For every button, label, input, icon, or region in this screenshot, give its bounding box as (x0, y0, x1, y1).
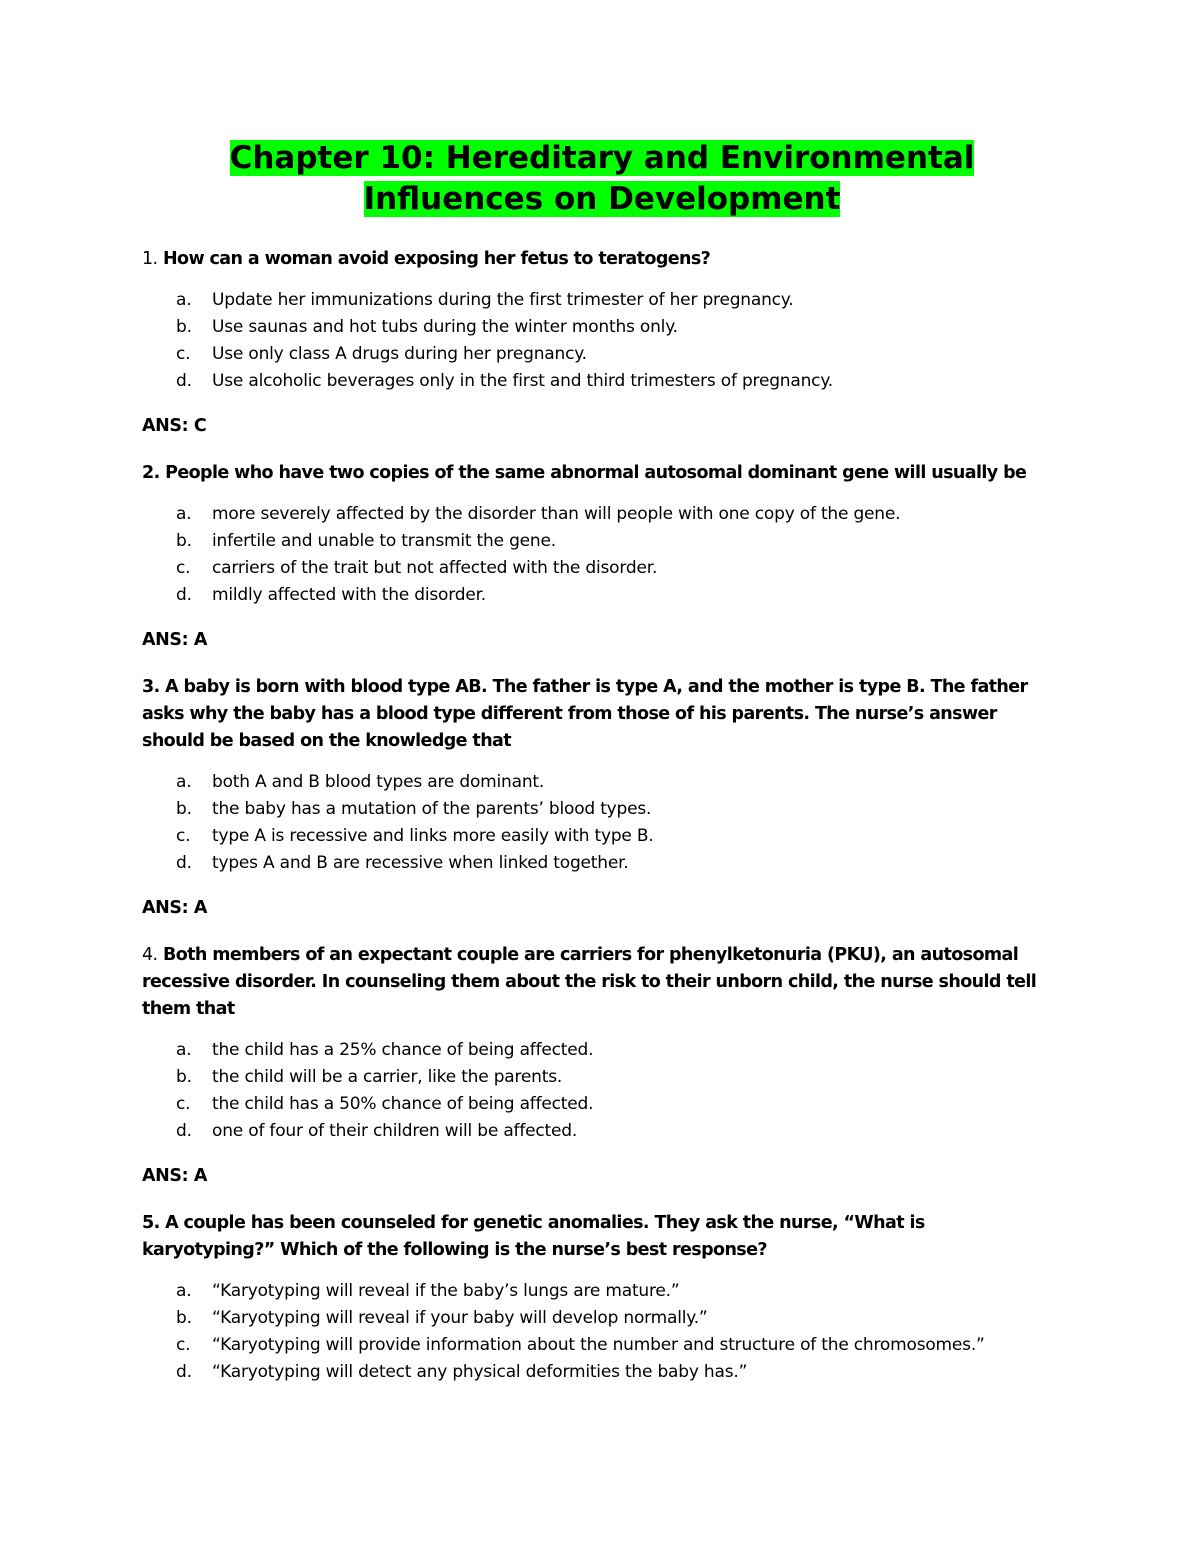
option-list (142, 1278, 1062, 1386)
option-text: Update her immunizations during the first trimester of her pregnancy. (212, 290, 794, 310)
question-text: How can a woman avoid exposing her fetus to teratogens? (163, 249, 711, 269)
option-list (142, 501, 1062, 609)
option-letter: b. (176, 1308, 192, 1328)
option-text: the baby has a mutation of the parents’ blood types. (212, 799, 652, 819)
option-letter: c. (176, 1335, 191, 1355)
option-d (142, 368, 1062, 395)
option-letter: b. (176, 1067, 192, 1087)
option-text: more severely affected by the disorder than will people with one copy of the gene. (212, 504, 901, 524)
answer-key: ANS: A (142, 1166, 208, 1186)
option-d (142, 582, 1062, 609)
option-text: Use alcoholic beverages only in the first and third trimesters of pregnancy. (212, 371, 833, 391)
option-letter: d. (176, 853, 192, 873)
option-a (142, 1278, 1062, 1305)
option-b (142, 796, 1062, 823)
option-c (142, 555, 1062, 582)
option-text: Use only class A drugs during her pregnancy. (212, 344, 587, 364)
question-stem (142, 246, 1062, 273)
question-text: People who have two copies of the same abnormal autosomal dominant gene will usually be (165, 463, 1027, 483)
option-letter: c. (176, 826, 191, 846)
question-number: 4. (142, 945, 158, 965)
option-letter: b. (176, 531, 192, 551)
answer-key: ANS: A (142, 898, 208, 918)
option-text: “Karyotyping will detect any physical deformities the baby has.” (212, 1362, 748, 1382)
question-5 (142, 1210, 1062, 1386)
option-text: the child will be a carrier, like the parents. (212, 1067, 563, 1087)
question-number: 3. (142, 677, 160, 697)
option-letter: b. (176, 317, 192, 337)
question-number: 5. (142, 1213, 160, 1233)
option-text: “Karyotyping will reveal if the baby’s lungs are mature.” (212, 1281, 680, 1301)
option-letter: c. (176, 1094, 191, 1114)
question-1 (142, 246, 1062, 440)
option-d (142, 1359, 1062, 1386)
option-letter: c. (176, 558, 191, 578)
option-list (142, 287, 1062, 395)
option-letter: a. (176, 1040, 192, 1060)
question-number: 1. (142, 249, 158, 269)
option-b (142, 528, 1062, 555)
option-text: one of four of their children will be affected. (212, 1121, 578, 1141)
question-text: A couple has been counseled for genetic anomalies. They ask the nurse, “What is karyotyping?” Which of the following is the nurse’s best response? (142, 1213, 925, 1260)
question-4 (142, 942, 1062, 1190)
option-letter: a. (176, 772, 192, 792)
option-text: “Karyotyping will provide information about the number and structure of the chromosomes.” (212, 1335, 985, 1355)
option-list (142, 769, 1062, 877)
title-line-1: Chapter 10: Hereditary and Environmental (229, 140, 975, 176)
option-c (142, 1091, 1062, 1118)
option-b (142, 314, 1062, 341)
option-b (142, 1064, 1062, 1091)
option-b (142, 1305, 1062, 1332)
option-c (142, 823, 1062, 850)
option-a (142, 287, 1062, 314)
option-d (142, 1118, 1062, 1145)
answer-key: ANS: A (142, 630, 208, 650)
option-letter: d. (176, 371, 192, 391)
option-letter: d. (176, 1121, 192, 1141)
question-text: A baby is born with blood type AB. The father is type A, and the mother is type B. The father asks why the baby has a blood type different from those of his parents. The nurse’s answer should be based on the knowledge that (142, 677, 1028, 751)
option-text: Use saunas and hot tubs during the winter months only. (212, 317, 678, 337)
option-a (142, 769, 1062, 796)
option-text: type A is recessive and links more easily with type B. (212, 826, 654, 846)
question-stem (142, 674, 1062, 755)
option-letter: a. (176, 504, 192, 524)
option-letter: d. (176, 585, 192, 605)
question-2 (142, 460, 1062, 654)
option-text: carriers of the trait but not affected with the disorder. (212, 558, 658, 578)
answer-key: ANS: C (142, 416, 207, 436)
option-letter: a. (176, 290, 192, 310)
option-text: both A and B blood types are dominant. (212, 772, 545, 792)
option-text: the child has a 25% chance of being affected. (212, 1040, 594, 1060)
option-text: infertile and unable to transmit the gene. (212, 531, 556, 551)
option-text: “Karyotyping will reveal if your baby will develop normally.” (212, 1308, 708, 1328)
option-list (142, 1037, 1062, 1145)
question-stem (142, 460, 1062, 487)
option-a (142, 1037, 1062, 1064)
option-text: mildly affected with the disorder. (212, 585, 487, 605)
question-3 (142, 674, 1062, 922)
question-text: Both members of an expectant couple are carriers for phenylketonuria (PKU), an autosomal recessive disorder. In counseling them about the risk to their unborn child, the nurse should tell them that (142, 945, 1037, 1019)
option-a (142, 501, 1062, 528)
option-text: types A and B are recessive when linked together. (212, 853, 629, 873)
option-letter: b. (176, 799, 192, 819)
title-line-2: Influences on Development (363, 181, 841, 217)
question-number: 2. (142, 463, 160, 483)
option-letter: a. (176, 1281, 192, 1301)
option-c (142, 341, 1062, 368)
option-letter: d. (176, 1362, 192, 1382)
option-c (142, 1332, 1062, 1359)
page-title (142, 138, 1062, 220)
option-d (142, 850, 1062, 877)
option-letter: c. (176, 344, 191, 364)
option-text: the child has a 50% chance of being affected. (212, 1094, 594, 1114)
question-stem (142, 1210, 1062, 1264)
document-page (142, 138, 1062, 1406)
question-stem (142, 942, 1062, 1023)
